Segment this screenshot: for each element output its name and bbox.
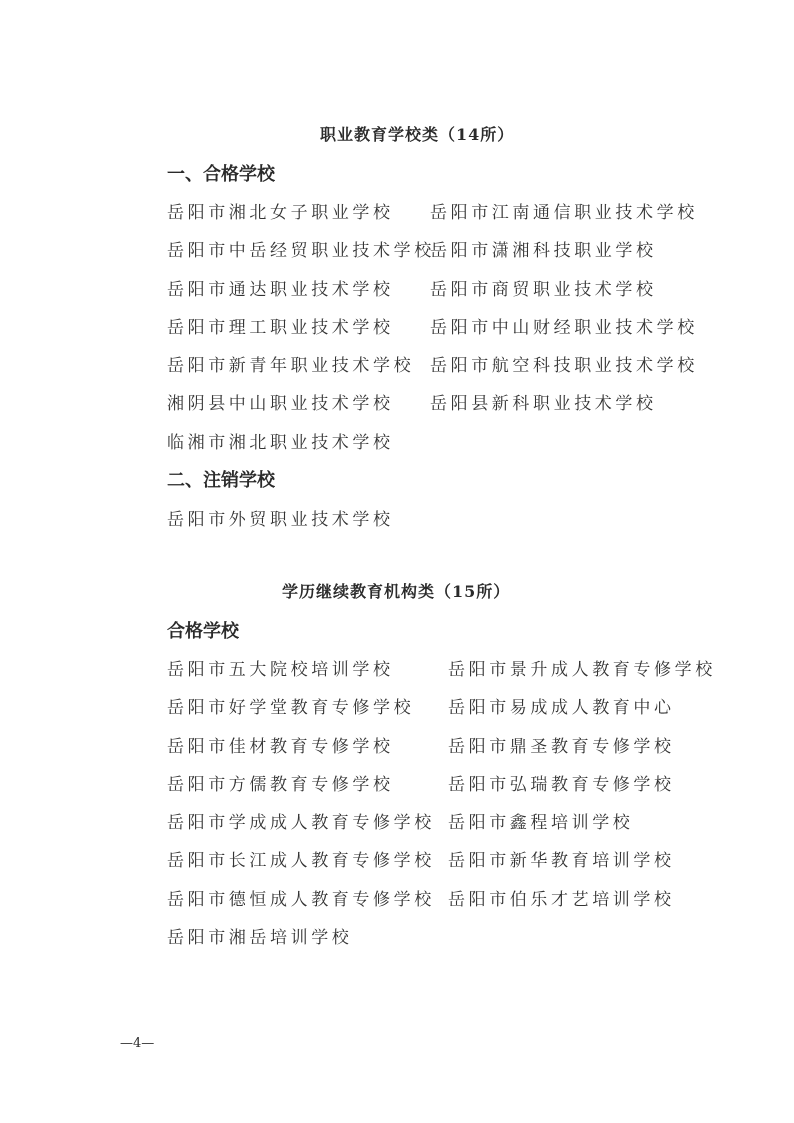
list-item: 湘阴县中山职业技术学校 <box>167 394 394 415</box>
vocational-qualified-list <box>167 198 710 466</box>
list-item: 岳阳市理工职业技术学校 <box>167 317 394 338</box>
list-item: 岳阳市湘北女子职业学校 <box>167 203 394 223</box>
list-item: 岳阳市佳材教育专修学校 <box>167 736 394 757</box>
page-number: —4— <box>120 1036 155 1051</box>
list-item: 岳阳市长江成人教育专修学校 <box>167 851 435 872</box>
list-item: 岳阳市新华教育培训学校 <box>448 851 675 872</box>
list-item: 岳阳市中山财经职业技术学校 <box>430 317 698 338</box>
list-item: 岳阳县新科职业技术学校 <box>430 394 657 415</box>
list-item: 岳阳市外贸职业技术学校 <box>167 510 394 530</box>
list-item: 岳阳市湘岳培训学校 <box>167 928 353 949</box>
list-item: 岳阳市航空科技职业技术学校 <box>430 356 698 377</box>
qualified-heading: 一、合格学校 <box>167 164 275 185</box>
list-item: 临湘市湘北职业技术学校 <box>167 432 394 453</box>
list-item: 岳阳市鼎圣教育专修学校 <box>448 736 675 757</box>
section-title-vocational: 职业教育学校类（14所） <box>320 125 515 144</box>
list-item: 岳阳市学成成人教育专修学校 <box>167 813 435 834</box>
list-item: 岳阳市方儒教育专修学校 <box>167 774 394 795</box>
list-item: 岳阳市景升成人教育专修学校 <box>448 660 716 680</box>
list-item: 岳阳市弘瑞教育专修学校 <box>448 774 675 795</box>
list-item: 岳阳市商贸职业技术学校 <box>430 279 657 300</box>
section-title-continuing-education: 学历继续教育机构类（15所） <box>282 582 511 601</box>
list-item: 岳阳市鑫程培训学校 <box>448 813 634 834</box>
list-item: 岳阳市好学堂教育专修学校 <box>167 698 415 719</box>
list-item: 岳阳市德恒成人教育专修学校 <box>167 889 435 910</box>
list-item: 岳阳市中岳经贸职业技术学校 <box>167 241 435 262</box>
qualified-heading: 合格学校 <box>167 621 239 642</box>
cancelled-heading: 二、注销学校 <box>167 470 275 491</box>
list-item: 岳阳市江南通信职业技术学校 <box>430 203 698 223</box>
continuing-education-qualified-list <box>167 655 728 961</box>
list-item: 岳阳市潇湘科技职业学校 <box>430 241 657 262</box>
list-item: 岳阳市五大院校培训学校 <box>167 660 394 680</box>
list-item: 岳阳市通达职业技术学校 <box>167 279 394 300</box>
list-item: 岳阳市易成成人教育中心 <box>448 698 675 719</box>
list-item: 岳阳市新青年职业技术学校 <box>167 356 415 377</box>
list-item: 岳阳市伯乐才艺培训学校 <box>448 889 675 910</box>
